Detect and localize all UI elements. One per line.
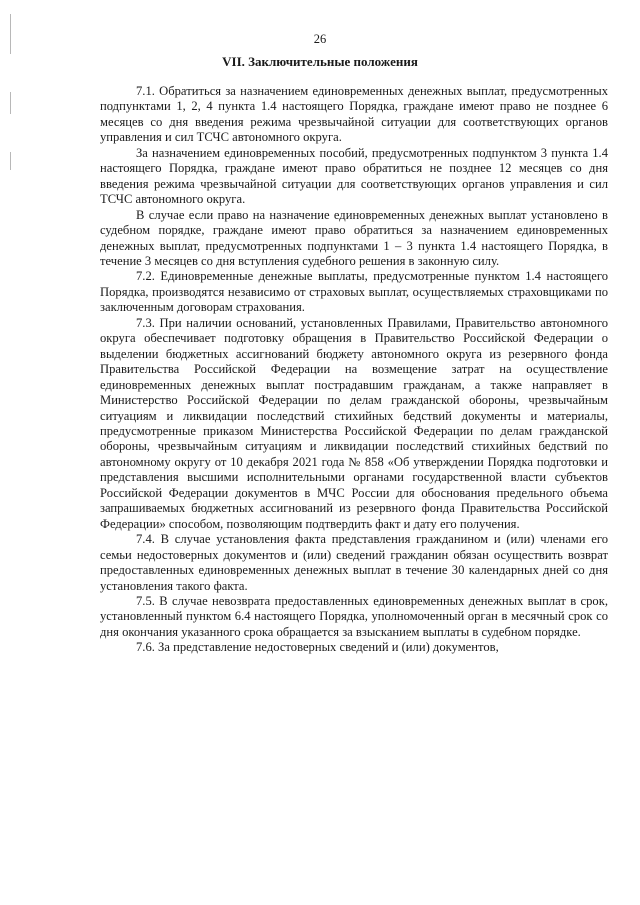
paragraph: За назначением единовременных пособий, предусмотренных подпунктом 3 пункта 1.4 настоящего Порядка, граждане имеют право обратиться не позднее 12 месяцев со дня введения режима чрезвычайной ситуации для соответствующих органов управления и сил ТСЧС автономного округа.: [100, 145, 608, 207]
paragraph: 7.1. Обратиться за назначением единовременных денежных выплат, предусмотренных подпунктами 1, 2, 4 пункта 1.4 настоящего Порядка, граждане имеют право не позднее 6 месяцев со дня введения режима чрезвычайной ситуации для соответствующих органов управления и сил ТСЧС автономного округа.: [100, 84, 608, 145]
scan-edge-mark: [10, 152, 11, 170]
paragraph: 7.5. В случае невозврата предоставленных единовременных денежных выплат в срок, установленный пунктом 6.4 настоящего Порядка, уполномоченный орган в месячный срок со дня окончания указанного срока обращается за взысканием выплаты в судебном порядке.: [100, 593, 608, 639]
paragraph: 7.3. При наличии оснований, установленных Правилами, Правительство автономного округа обеспечивает подготовку обращения в Правительство Российской Федерации о выделении бюджетных ассигнований бюджету автономного округа из резервного фонда Правительства Российской Федерации на возмещение затрат на осуществление единовременных денежных выплат пострадавшим гражданам, а также направляет в Министерство Российской Федерации по делам гражданской обороны, чрезвычайным ситуациям и ликвидации последствий стихийных бедствий документы и материалы, предусмотренные приказом Министерства Российской Федерации по делам гражданской обороны, чрезвычайным ситуациям и ликвидации последствий стихийных бедствий по автономному округу от 10 декабря 2021 года № 858 «Об утверждении Порядка подготовки и представления высшими исполнительными органами государственной власти субъектов Российской Федерации документов в МЧС России для обоснования предельного объема запрашиваемых бюджетных ассигнований из резервного фонда Правительства Российской Федерации» способом, позволяющим подтвердить факт и дату его получения.: [100, 315, 608, 531]
paragraph: 7.6. За представление недостоверных сведений и (или) документов,: [136, 640, 499, 655]
page-number: 26: [313, 32, 327, 46]
paragraph: 7.4. В случае установления факта представления гражданином и (или) членами его семьи недостоверных документов и (или) сведений гражданин обязан осуществить возврат предоставленных единовременных денежных выплат в течение 30 календарных дней со дня установления такого факта.: [100, 532, 608, 593]
scan-edge-mark: [10, 92, 11, 114]
paragraph: В случае если право на назначение единовременных денежных выплат установлено в судебном порядке, граждане имеют право обратиться за назначением единовременных денежных выплат, предусмотренных подпунктами 1 – 3 пункта 1.4 настоящего Порядка, в течение 3 месяцев со дня вступления судебного решения в законную силу.: [100, 207, 608, 268]
paragraph: 7.2. Единовременные денежные выплаты, предусмотренные пунктом 1.4 настоящего Порядка, производятся независимо от страховых выплат, осуществляемых страховщиками по заключенным договорам страхования.: [100, 269, 608, 315]
section-heading: VII. Заключительные положения: [222, 54, 418, 69]
document-body: [100, 84, 608, 656]
